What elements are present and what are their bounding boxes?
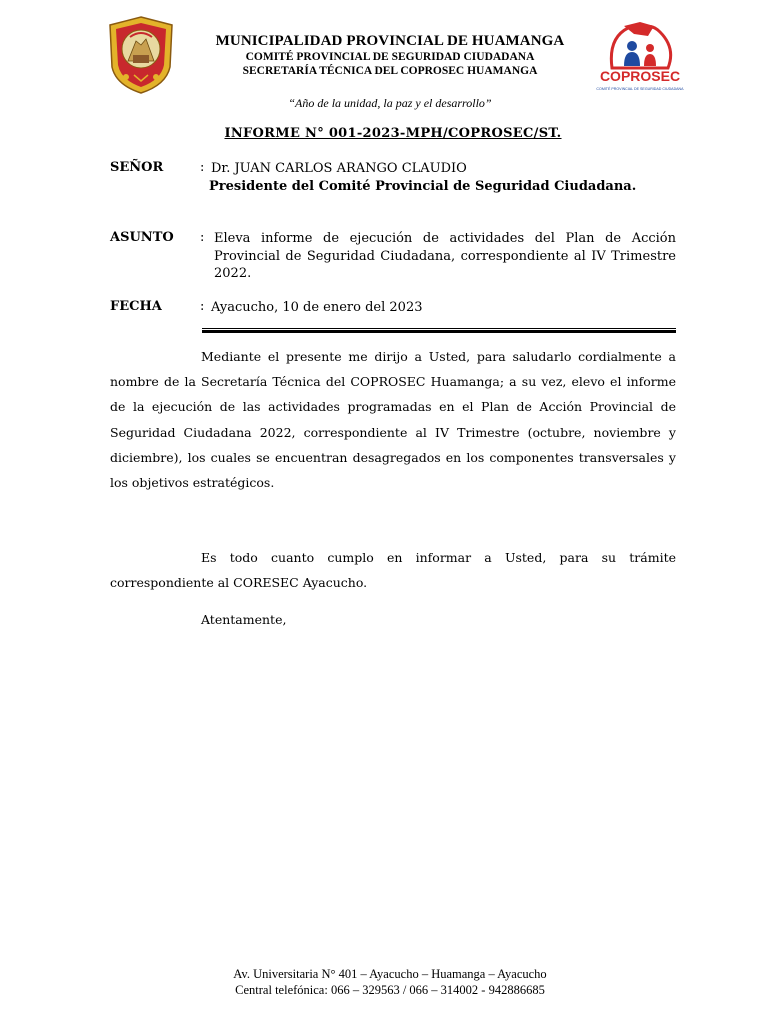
asunto-colon: : — [200, 230, 205, 245]
year-motto: “Año de la unidad, la paz y el desarrollo” — [288, 96, 492, 110]
recipient-role: Presidente del Comité Provincial de Seguridad Ciudadana. — [209, 179, 637, 194]
separator-line-thick — [202, 330, 676, 333]
recipient-name: Dr. JUAN CARLOS ARANGO CLAUDIO — [211, 161, 467, 176]
separator-line-thin — [202, 328, 676, 329]
logo-wordmark: COPROSEC — [599, 68, 681, 84]
footer-address: Av. Universitaria N° 401 – Ayacucho – Huamanga – Ayacucho — [233, 967, 547, 981]
senor-colon: : — [200, 160, 205, 175]
senor-label: SEÑOR — [110, 160, 164, 175]
asunto-label: ASUNTO — [110, 230, 174, 245]
fecha-colon: : — [200, 299, 205, 314]
body-paragraph-1: Mediante el presente me dirijo a Usted, para saludarlo cordialmente a nombre de la Secretaría Técnica del COPROSEC Huamanga; a su vez, elevo el informe de la ejecución de las actividades programadas en el Plan de Acción Provincial de Seguridad Ciudadana 2022, correspondiente al IV Trimestre (octubre, noviembre y diciembre), los cuales se encuentran desagregados en los componentes transversales y los objetivos estratégicos. — [110, 349, 676, 491]
date-text: Ayacucho, 10 de enero del 2023 — [211, 300, 423, 315]
footer-phones: Central telefónica: 066 – 329563 / 066 – 314002 - 942886685 — [235, 983, 545, 997]
municipal-coat-of-arms-icon — [106, 15, 176, 95]
logo-subtext: COMITÉ PROVINCIAL DE SEGURIDAD CIUDADANA — [596, 87, 684, 91]
coprosec-logo-icon — [594, 18, 686, 96]
fecha-label: FECHA — [110, 299, 162, 314]
closing-salutation: Atentamente, — [201, 612, 287, 627]
secretariat-name: SECRETARÍA TÉCNICA DEL COPROSEC HUAMANGA — [242, 65, 538, 77]
subject-text: Eleva informe de ejecución de actividades del Plan de Acción Provincial de Seguridad Ciudadana, correspondiente al IV Trimestre 2022. — [214, 231, 676, 281]
report-title: INFORME N° 001-2023-MPH/COPROSEC/ST. — [224, 126, 562, 141]
committee-name: COMITÉ PROVINCIAL DE SEGURIDAD CIUDADANA — [245, 51, 535, 63]
body-paragraph-2: Es todo cuanto cumplo en informar a Usted, para su trámite correspondiente al CORESEC Ayacucho. — [110, 550, 676, 591]
organization-name: MUNICIPALIDAD PROVINCIAL DE HUAMANGA — [215, 33, 565, 49]
